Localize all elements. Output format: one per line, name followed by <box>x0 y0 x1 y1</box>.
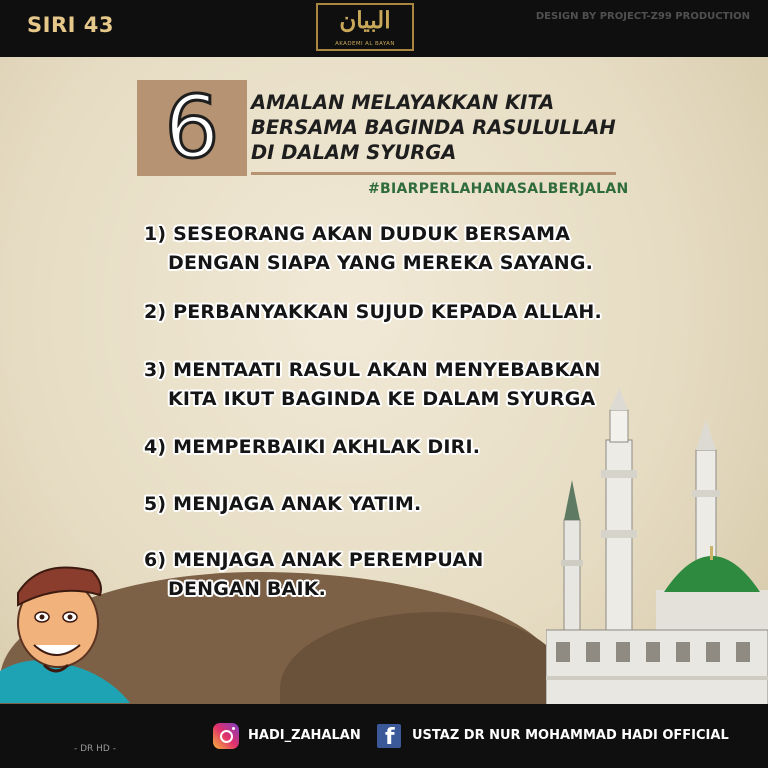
list-item-line-1: 1) SESEORANG AKAN DUDUK BERSAMA <box>144 223 571 245</box>
list-item-line-2: KITA IKUT BAGINDA KE DALAM SYURGA <box>168 388 596 410</box>
list-item-line-1: 4) MEMPERBAIKI AKHLAK DIRI. <box>144 436 481 458</box>
al-bayan-logo <box>316 3 414 51</box>
hashtag: #BIARPERLAHANASALBERJALAN <box>368 181 629 197</box>
list-item-line-2: DENGAN SIAPA YANG MEREKA SAYANG. <box>168 252 594 274</box>
list-item-line-2: DENGAN BAIK. <box>168 578 327 600</box>
facebook-page-name[interactable]: USTAZ DR NUR MOHAMMAD HADI OFFICIAL <box>412 728 729 743</box>
logo-subtitle: AKADEMI AL BAYAN <box>335 41 395 47</box>
list-item <box>144 546 483 604</box>
list-item <box>144 433 480 462</box>
instagram-handle[interactable]: HADI_ZAHALAN <box>248 728 361 743</box>
design-credit: DESIGN BY PROJECT-Z99 PRODUCTION <box>535 11 750 22</box>
mosque-illustration <box>546 380 768 706</box>
list-item <box>144 490 421 519</box>
list-item-line-1: 3) MENTAATI RASUL AKAN MENYEBABKAN <box>144 359 601 381</box>
headline-line-3: DI DALAM SYURGA <box>251 141 457 164</box>
number-badge <box>137 80 247 176</box>
list-item-line-1: 2) PERBANYAKKAN SUJUD KEPADA ALLAH. <box>144 301 602 323</box>
headline <box>251 90 616 165</box>
logo-arabic-text: البيان <box>339 7 391 34</box>
series-label: SIRI 43 <box>27 13 114 37</box>
list-item <box>144 298 602 327</box>
instagram-icon[interactable] <box>213 723 239 749</box>
list-item <box>144 220 593 278</box>
list-item-line-1: 5) MENJAGA ANAK YATIM. <box>144 493 422 515</box>
number-badge-value: 6 <box>164 78 220 178</box>
headline-line-2: BERSAMA BAGINDA RASULULLAH <box>251 116 616 139</box>
top-bar <box>0 0 768 57</box>
headline-underline <box>251 172 616 175</box>
headline-line-1: AMALAN MELAYAKKAN KITA <box>251 91 555 114</box>
signature: - DR HD - <box>74 744 116 754</box>
list-item <box>144 356 601 414</box>
list-item-line-1: 6) MENJAGA ANAK PEREMPUAN <box>144 549 484 571</box>
facebook-icon[interactable]: f <box>377 724 401 748</box>
caricature-avatar <box>0 553 140 705</box>
